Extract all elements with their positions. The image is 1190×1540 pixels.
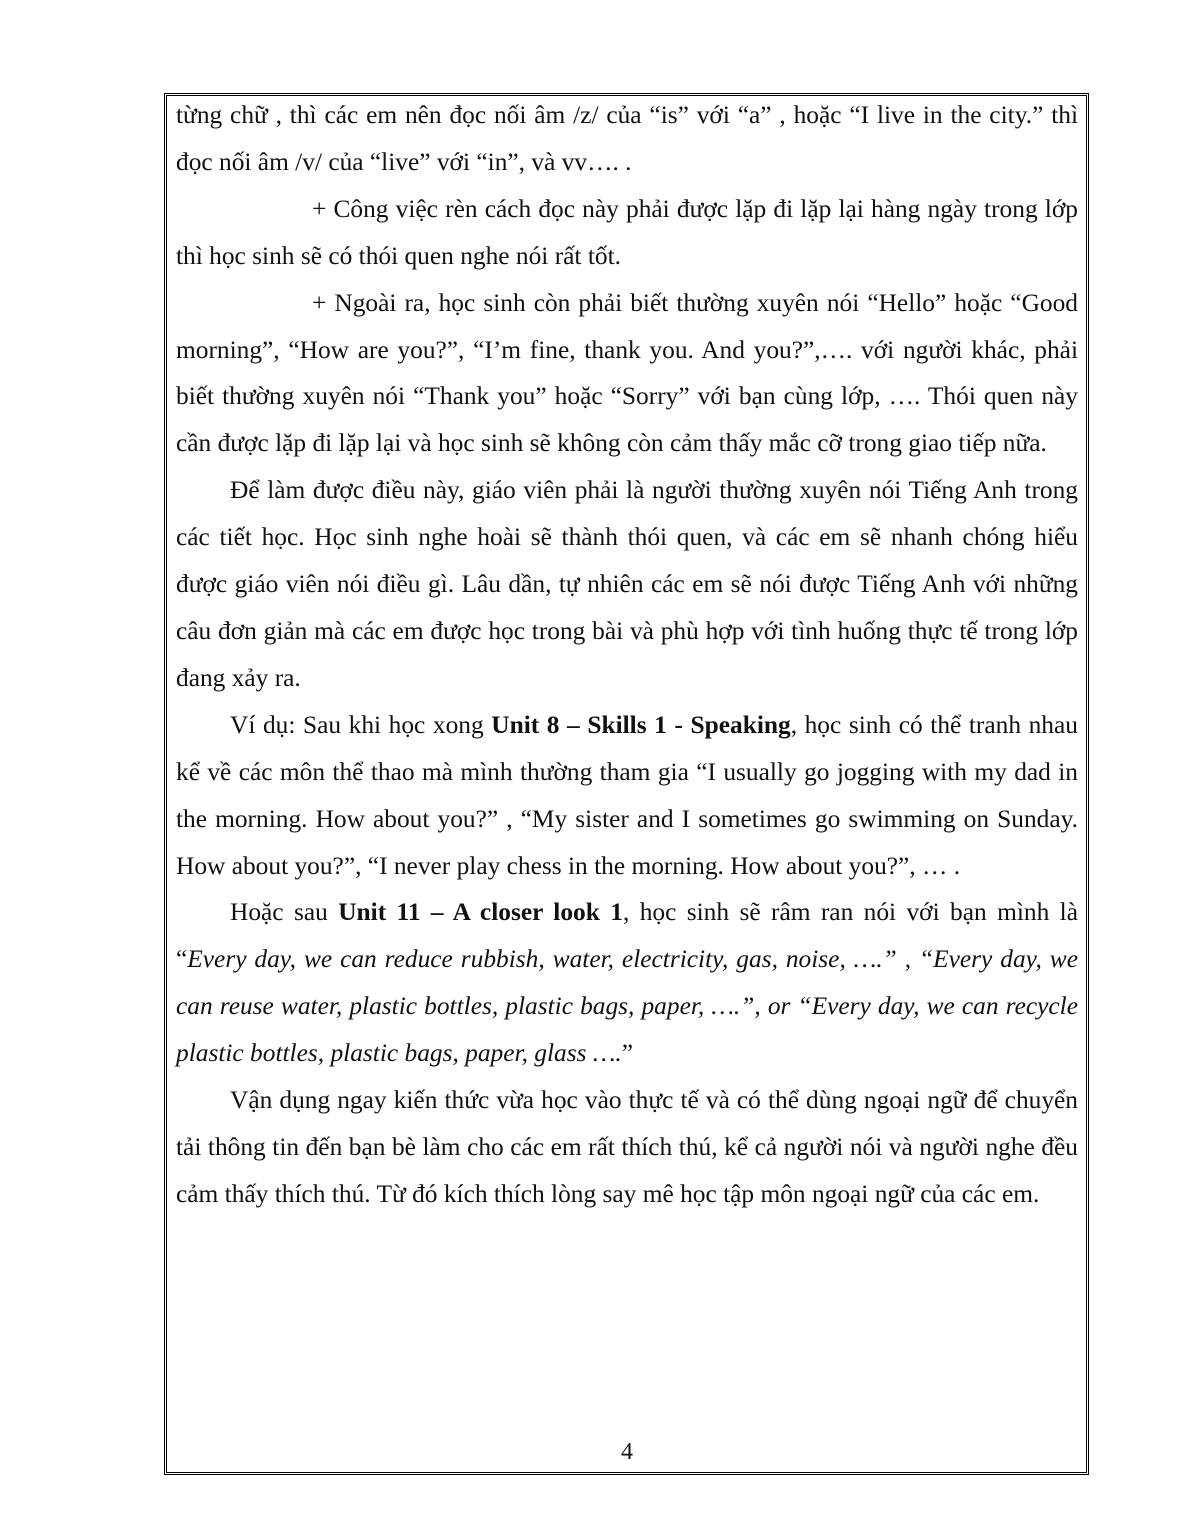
paragraph-example-unit11 [176, 889, 1078, 1077]
paragraph-reading-practice: + Công việc rèn cách đọc này phải được lặp đi lặp lại hàng ngày trong lớp thì học sinh sẽ có thói quen nghe nói rất tốt. [176, 194, 1078, 270]
unit-8-title: Unit 8 – Skills 1 - Speaking [491, 710, 791, 739]
example-middle: , học sinh sẽ râm ran nói với bạn mình là “ [176, 898, 1078, 974]
example-lead: Ví dụ: Sau khi học xong [230, 710, 492, 739]
example-end: ” [621, 1039, 634, 1068]
paragraph-continuation: từng chữ , thì các em nên đọc nối âm /z/ của “is” với “a” , hoặc “I live in the city.” thì đọc nối âm /v/ của “live” với “in”, và vv…. . [176, 101, 1078, 176]
paragraph-teacher-role: Để làm được điều này, giáo viên phải là người thường xuyên nói Tiếng Anh trong các tiết học. Học sinh nghe hoài sẽ thành thói quen, và các em sẽ nhanh chóng hiểu được giáo viên nói điều gì. Lâu dần, tự nhiên các em sẽ nói được Tiếng Anh với những câu đơn giản mà các em được học trong bài và phù hợp với tình huống thực tế trong lớp đang xảy ra. [176, 476, 1078, 692]
example-quote: Every day, we can reduce rubbish, water, electricity, gas, noise, ….” , “Every day, we can reuse water, plastic bottles, plastic bags, paper, ….”, or “Every day, we can recycle plastic bottles, plastic bags, paper, glass …. [176, 945, 1078, 1068]
document-body [176, 92, 1078, 1218]
paragraph-example-unit8 [176, 702, 1078, 890]
paragraph-greeting-habits: + Ngoài ra, học sinh còn phải biết thường xuyên nói “Hello” hoặc “Good morning”, “How are you?”, “I’m fine, thank you. And you?”,…. với người khác, phải biết thường xuyên nói “Thank you” hoặc “Sorry” với bạn cùng lớp, …. Thói quen này cần được lặp đi lặp lại và học sinh sẽ không còn cảm thấy mắc cỡ trong giao tiếp nữa. [176, 288, 1078, 458]
example-body: , học sinh có thể tranh nhau kể về các môn thể thao mà mình thường tham gia “I usually go jogging with my dad in the morning. How about you?” , “My sister and I sometimes go swimming on Sunday. How about you?”, “I never play chess in the morning. How about you?”, … . [176, 710, 1078, 880]
paragraph-closing: Vận dụng ngay kiến thức vừa học vào thực tế và có thể dùng ngoại ngữ để chuyển tải thông tin đến bạn bè làm cho các em rất thích thú, kể cả người nói và người nghe đều cảm thấy thích thú. Từ đó kích thích lòng say mê học tập môn ngoại ngữ của các em. [176, 1086, 1078, 1208]
page-number: 4 [621, 1439, 633, 1465]
example-lead: Hoặc sau [230, 898, 339, 927]
unit-11-title: Unit 11 – A closer look 1 [338, 898, 623, 927]
